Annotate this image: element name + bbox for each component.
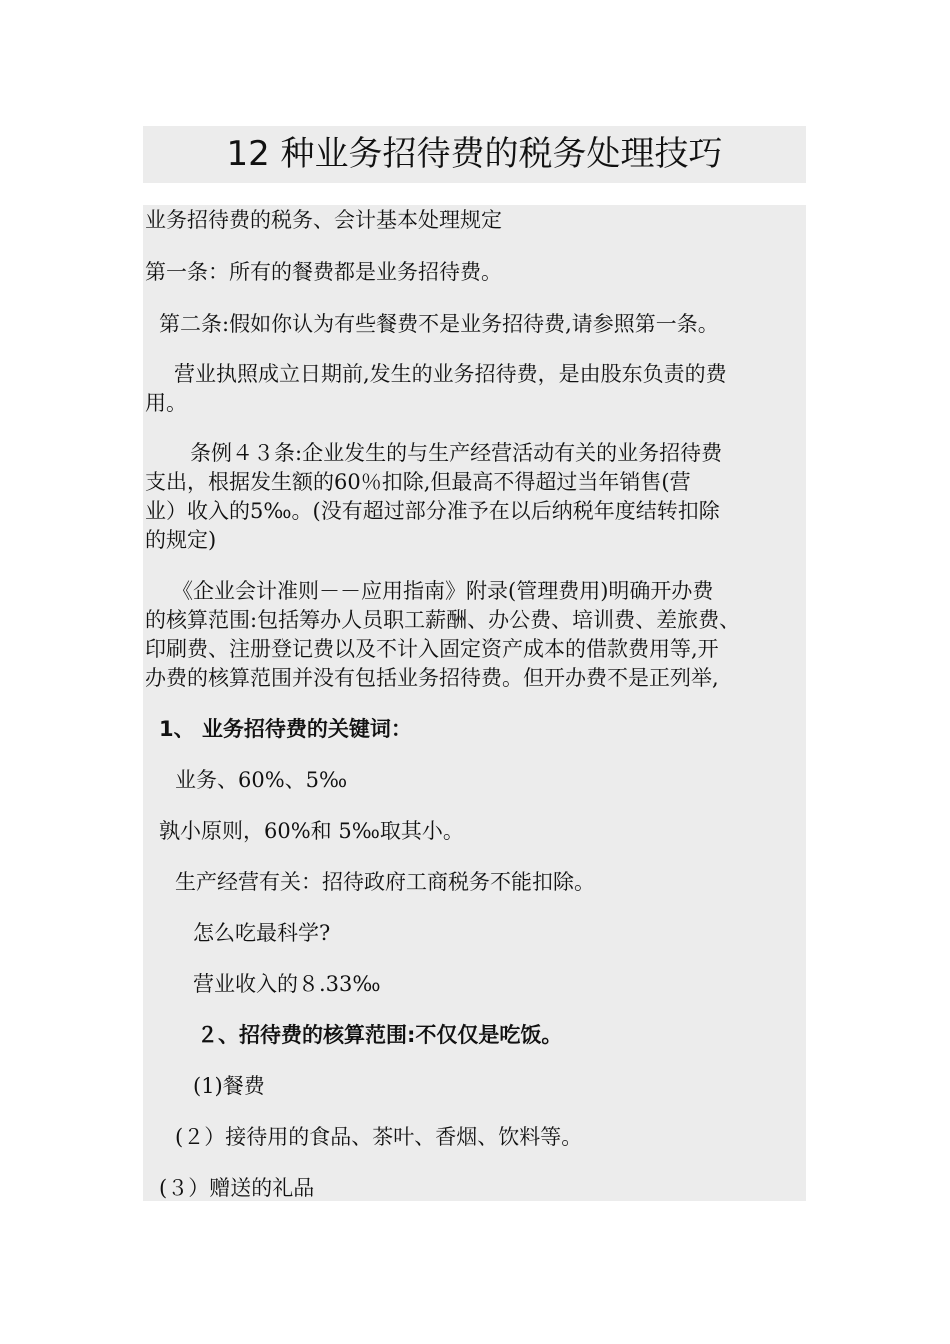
- list-item: (３）赠送的礼品: [159, 1176, 315, 1200]
- list-item: (1)餐费: [193, 1074, 265, 1098]
- paragraph-line: 的核算范围:包括筹办人员职工薪酬、办公费、培训费、差旅费、: [145, 608, 741, 632]
- document-title: 12 种业务招待费的税务处理技巧: [226, 134, 723, 174]
- section-heading: ２、招待费的核算范围:不仅仅是吃饭。: [197, 1023, 563, 1047]
- paragraph-line: 《企业会计准则－－应用指南》附录(管理费用)明确开办费: [172, 579, 714, 603]
- paragraph-line: 条例４３条:企业发生的与生产经营活动有关的业务招待费: [190, 441, 723, 465]
- paragraph-line: 用。: [145, 391, 187, 415]
- list-item: (２）接待用的食品、茶叶、香烟、饮料等。: [175, 1125, 583, 1149]
- paragraph-line: 的规定): [145, 528, 217, 552]
- paragraph-line: 办费的核算范围并没有包括业务招待费。但开办费不是正列举,: [145, 666, 719, 690]
- paragraph-line: 营业执照成立日期前,发生的业务招待费，是由股东负责的费: [174, 362, 727, 386]
- paragraph-line: 生产经营有关：招待政府工商税务不能扣除。: [175, 870, 595, 894]
- paragraph-line: 孰小原则，60%和 5‰取其小。: [159, 819, 464, 843]
- paragraph-line: 第二条:假如你认为有些餐费不是业务招待费,请参照第一条。: [159, 312, 719, 336]
- paragraph-line: 业务招待费的税务、会计基本处理规定: [145, 208, 502, 232]
- paragraph-line: 支出，根据发生额的60％扣除,但最高不得超过当年销售(营: [145, 470, 691, 494]
- paragraph-line: 印刷费、注册登记费以及不计入固定资产成本的借款费用等,开: [145, 637, 719, 661]
- section-heading: 1、 业务招待费的关键词：: [159, 717, 412, 741]
- paragraph-line: 营业收入的８.33‰: [193, 972, 381, 996]
- paragraph-line: 业务、60%、5‰: [175, 768, 348, 792]
- body-background: [143, 205, 806, 1201]
- paragraph-line: 业）收入的5‰。(没有超过部分准予在以后纳税年度结转扣除: [145, 499, 720, 523]
- paragraph-line: 第一条：所有的餐费都是业务招待费。: [145, 260, 502, 284]
- paragraph-line: 怎么吃最科学?: [193, 921, 331, 945]
